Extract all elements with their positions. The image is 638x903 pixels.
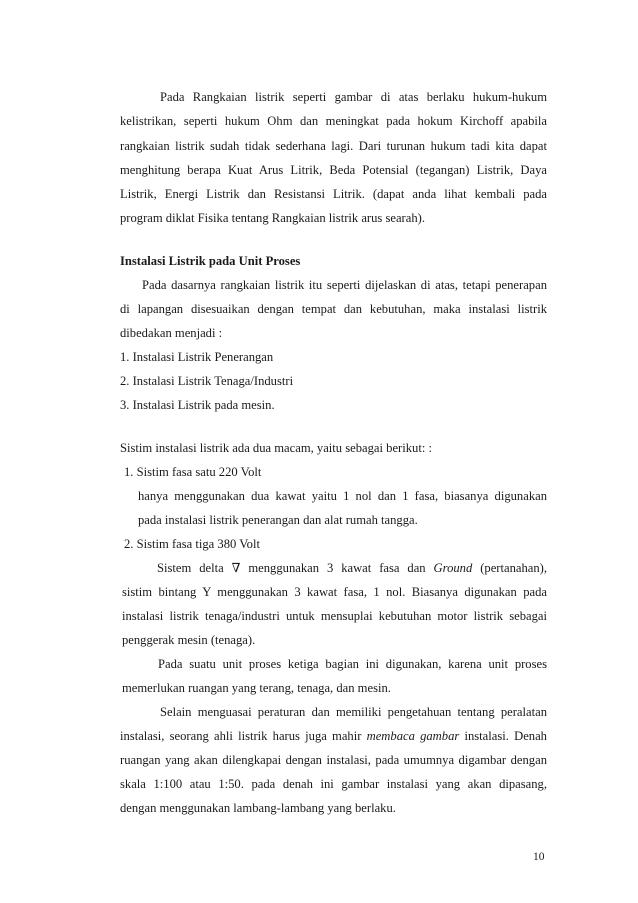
paragraph-1-line: program diklat Fisika tentang Rangkaian listrik arus searah). [120, 211, 425, 225]
paragraph-4-line: Selain menguasai peraturan dan memiliki pengetahuan tentang peralatan [160, 705, 547, 719]
list-item: 2. Instalasi Listrik Tenaga/Industri [120, 374, 294, 388]
paragraph-2-line: di lapangan disesuaikan dengan tempat dan kebutuhan, maka instalasi listrik [120, 302, 547, 316]
list-item: 1. Instalasi Listrik Penerangan [120, 350, 274, 364]
sistim-item-2-title: 2. Sistim fasa tiga 380 Volt [124, 537, 260, 551]
paragraph-2-line: dibedakan menjadi : [120, 326, 223, 340]
paragraph-1-line: rangkaian listrik sudah tidak sederhana lagi. Dari turunan hukum tadi kita dapat [120, 139, 547, 153]
pertanahan-text: (pertanahan), [480, 561, 547, 575]
sistim-item-2-line [157, 561, 547, 576]
sistim-item-1-line: pada instalasi listrik penerangan dan alat rumah tangga. [138, 513, 418, 527]
delta-text: Sistem delta ∇ menggunakan 3 kawat fasa dan [157, 561, 426, 575]
paragraph-4-line: skala 1:100 atau 1:50. pada denah ini gambar instalasi yang akan dipasang, [120, 777, 547, 791]
paragraph-4-text: instalasi. Denah [464, 729, 547, 743]
paragraph-4-text: instalasi, seorang ahli listrik harus juga mahir [120, 729, 362, 743]
paragraph-3-line: Pada suatu unit proses ketiga bagian ini digunakan, karena unit proses [158, 657, 547, 671]
paragraph-1-line: Pada Rangkaian listrik seperti gambar di atas berlaku hukum-hukum [160, 90, 547, 104]
paragraph-4-line [120, 729, 547, 744]
section-heading: Instalasi Listrik pada Unit Proses [120, 254, 301, 268]
paragraph-1-line: menghitung berapa Kuat Arus Litrik, Beda Potensial (tegangan) Listrik, Daya [120, 163, 547, 177]
list-item: 3. Instalasi Listrik pada mesin. [120, 398, 275, 412]
sistim-intro: Sistim instalasi listrik ada dua macam, yaitu sebagai berikut: : [120, 441, 432, 455]
sistim-item-1-line: hanya menggunakan dua kawat yaitu 1 nol dan 1 fasa, biasanya digunakan [138, 489, 547, 503]
sistim-item-1-title: 1. Sistim fasa satu 220 Volt [124, 465, 262, 479]
sistim-item-2-line: instalasi listrik tenaga/industri untuk mensuplai kebutuhan motor listrik sebagai [122, 609, 547, 623]
page-number: 10 [533, 851, 545, 863]
sistim-item-2-line: penggerak mesin (tenaga). [122, 633, 256, 647]
paragraph-3-line: memerlukan ruangan yang terang, tenaga, dan mesin. [122, 681, 391, 695]
paragraph-2-line: Pada dasarnya rangkaian listrik itu seperti dijelaskan di atas, tetapi penerapan [142, 278, 547, 292]
paragraph-1-line: kelistrikan, seperti hukum Ohm dan meningkat pada hokum Kirchoff apabila [120, 114, 547, 128]
paragraph-1-line: Listrik, Energi Listrik dan Resistansi Litrik. (dapat anda lihat kembali pada [120, 187, 547, 201]
paragraph-4-line: ruangan yang akan dilengkapai dengan instalasi, pada umumnya digambar dengan [120, 753, 547, 767]
sistim-item-2-line: sistim bintang Y menggunakan 3 kawat fasa, 1 nol. Biasanya digunakan pada [122, 585, 547, 599]
paragraph-4-line: dengan menggunakan lambang-lambang yang berlaku. [120, 801, 396, 815]
emphasis-text: membaca gambar [366, 729, 460, 743]
ground-term: Ground [433, 561, 473, 575]
